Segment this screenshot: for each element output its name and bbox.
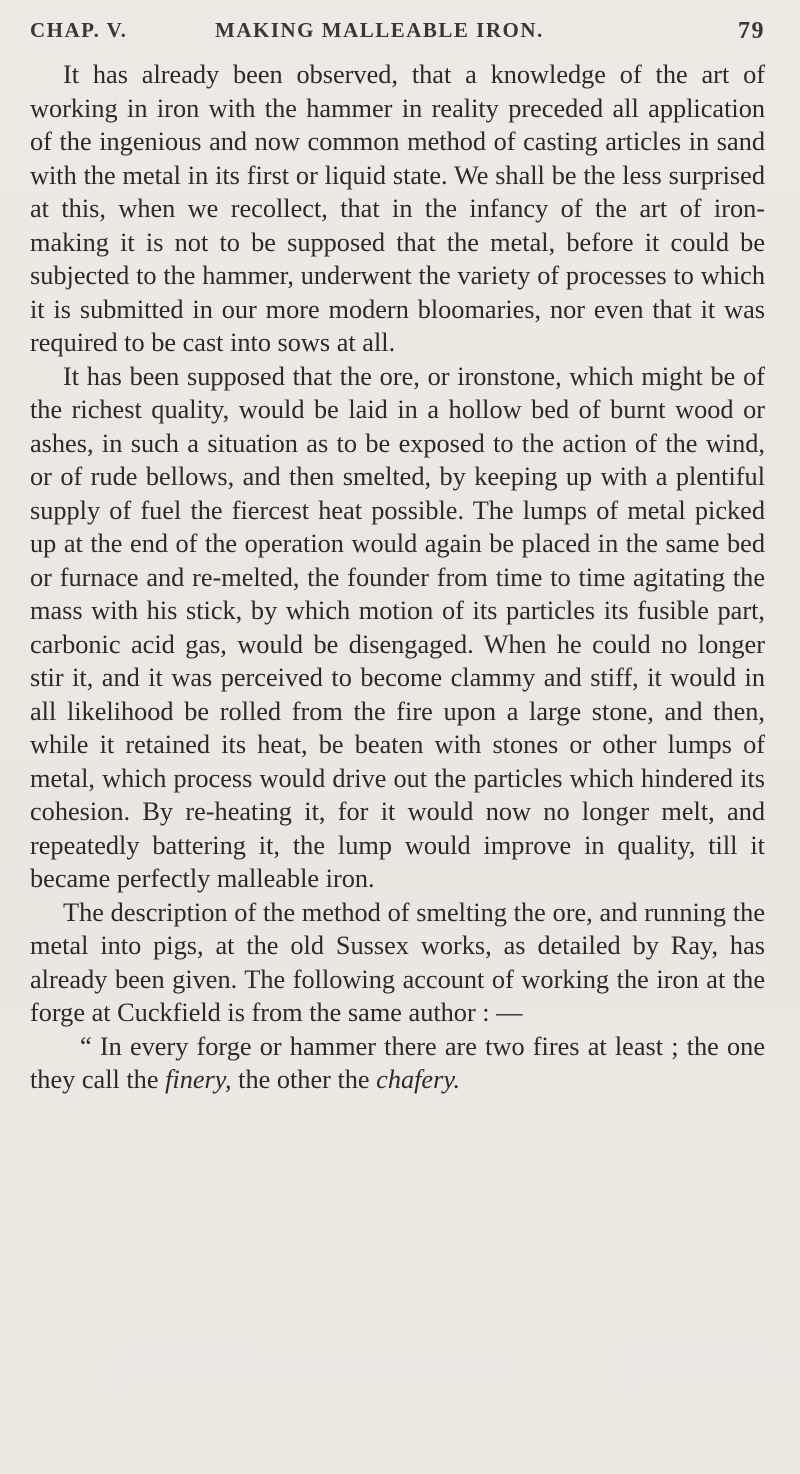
running-title: MAKING MALLEABLE IRON. <box>215 18 544 42</box>
running-head <box>30 18 765 58</box>
quotation-paragraph <box>30 1030 765 1097</box>
body-text <box>30 58 765 1097</box>
chapter-label: CHAP. V. <box>30 18 128 42</box>
paragraph: It has already been observed, that a knowledge of the art of working in iron with the hammer in reality preceded all application of the ingenious and now common method of casting articles in sand with the metal in its first or liquid state. We shall be the less surprised at this, when we recollect, that in the infancy of the art of iron-making it is not to be supposed that the metal, before it could be subjected to the hammer, underwent the variety of processes to which it is submitted in our more modern bloomaries, nor even that it was required to be cast into sows at all. <box>30 60 765 357</box>
quote-text: the other the <box>231 1065 377 1094</box>
quote-text: “ In every forge or hammer there are two fires at least ; the one they call the <box>30 1031 765 1094</box>
paragraph: The description of the method of smelting the ore, and running the metal into pigs, at the old Sussex works, as detailed by Ray, has already been given. The following account of working the iron at the forge at Cuckfield is from the same author : — <box>30 897 765 1027</box>
paragraph: It has been supposed that the ore, or ironstone, which might be of the richest quality, would be laid in a hollow bed of burnt wood or ashes, in such a situation as to be exposed to the action of the wind, or of rude bellows, and then smelted, by keeping up with a plentiful supply of fuel the fiercest heat possible. The lumps of metal picked up at the end of the operation would again be placed in the same bed or furnace and re-melted, the founder from time to time agitating the mass with his stick, by which motion of its particles its fusible part, carbonic acid gas, would be disengaged. When he could no longer stir it, and it was perceived to become clammy and stiff, it would in all likelihood be rolled from the fire upon a large stone, and then, while it retained its heat, be beaten with stones or other lumps of metal, which process would drive out the particles which hindered its cohesion. By re-heating it, for it would now no longer melt, and repeatedly battering it, the lump would improve in quality, till it became perfectly malleable iron. <box>30 361 765 893</box>
italic-term-chafery: chafery. <box>376 1065 461 1094</box>
page-number: 79 <box>738 18 765 44</box>
italic-term-finery: finery, <box>165 1065 232 1094</box>
